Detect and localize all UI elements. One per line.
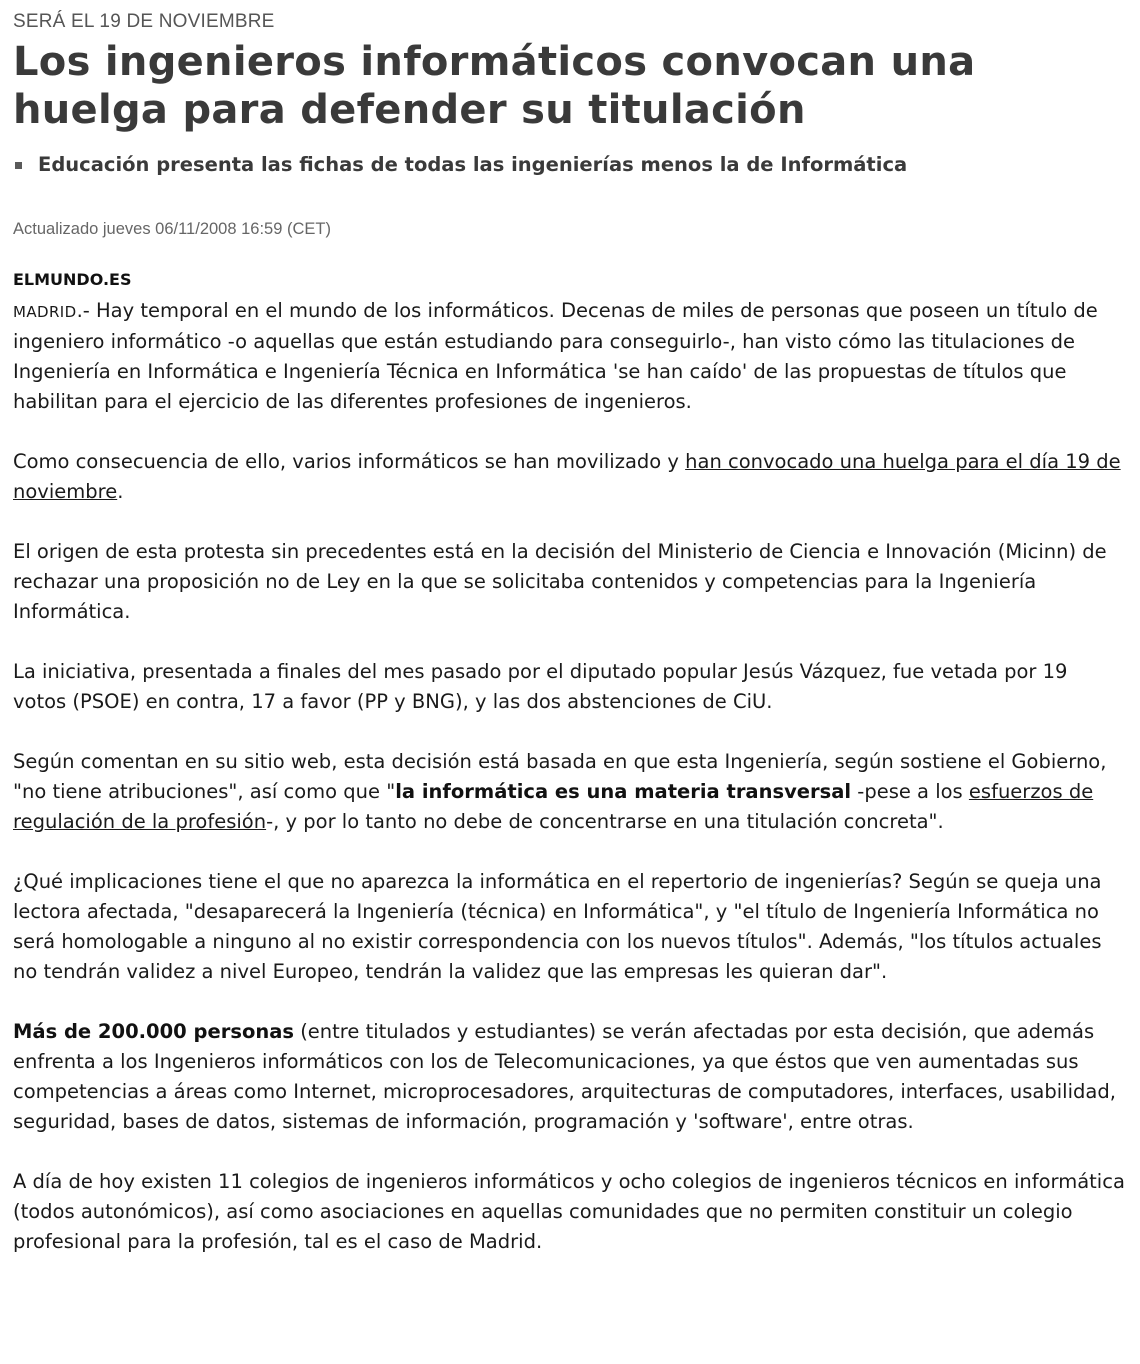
paragraph-7 xyxy=(13,1017,1126,1137)
paragraph-5 xyxy=(13,747,1126,837)
paragraph-8: A día de hoy existen 11 colegios de ingenieros informáticos y ocho colegios de ingenieros técnicos en informática (todos autonómicos), así como asociaciones en aquellas comunidades que no permiten constituir un colegio profesional para la profesión, tal es el caso de Madrid. xyxy=(13,1170,1125,1253)
subhead-text: Educación presenta las fichas de todas las ingenierías menos la de Informática xyxy=(38,153,908,176)
paragraph-6: ¿Qué implicaciones tiene el que no aparezca la informática en el repertorio de ingenierías? Según se queja una lectora afectada, "desaparecerá la Ingeniería (técnica) en Informática", y "el título de Ingeniería Informática no será homologable a ninguno al no existir correspondencia con los nuevos títulos". Además, "los títulos actuales no tendrán validez a nivel Europeo, tendrán la validez que las empresas les quieran dar". xyxy=(13,870,1102,983)
paragraph-2-end: . xyxy=(117,480,124,503)
paragraph-5-bold: la informática es una materia transversal xyxy=(395,780,852,803)
article-source: ELMUNDO.ES xyxy=(13,270,132,289)
paragraph-7-bold: Más de 200.000 personas xyxy=(13,1020,294,1043)
paragraph-1 xyxy=(13,296,1126,417)
paragraph-4: La iniciativa, presentada a finales del mes pasado por el diputado popular Jesús Vázquez, fue vetada por 19 votos (PSOE) en contra, 17 a favor (PP y BNG), y las dos abstenciones de CiU. xyxy=(13,660,1068,713)
bullet-icon xyxy=(15,162,22,169)
article-headline: Los ingenieros informáticos convocan una huelga para defender su titulación xyxy=(13,39,976,133)
paragraph-3: El origen de esta protesta sin precedentes está en la decisión del Ministerio de Ciencia e Innovación (Micinn) de rechazar una proposición no de Ley en la que se solicitaba contenidos y competencias para la Ingeniería Informática. xyxy=(13,540,1107,623)
article-kicker: SERÁ EL 19 DE NOVIEMBRE xyxy=(13,11,275,32)
updated-timestamp: Actualizado jueves 06/11/2008 16:59 (CET) xyxy=(13,220,331,238)
paragraph-2 xyxy=(13,447,1126,507)
article-body xyxy=(13,296,1126,1257)
paragraph-5-middle: -pese a los xyxy=(851,780,969,803)
paragraph-5-end: -, y por lo tanto no debe de concentrarse en una titulación concreta". xyxy=(266,810,944,833)
paragraph-7-text: (entre titulados y estudiantes) se verán afectadas por esta decisión, que además enfrenta a los Ingenieros informáticos con los de Telecomunicaciones, ya que éstos que ven aumentadas sus competencias a áreas como Internet, microprocesadores, arquitecturas de computadores, interfaces, usabilidad, seguridad, bases de datos, sistemas de información, programación y 'software', entre otras. xyxy=(13,1020,1116,1133)
regulation-link[interactable]: esfuerzos de regulación de la profesión xyxy=(13,780,1094,833)
paragraph-2-text: Como consecuencia de ello, varios informáticos se han movilizado y xyxy=(13,450,686,473)
paragraph-1-text: .- Hay temporal en el mundo de los informáticos. Decenas de miles de personas que poseen un título de ingeniero informático -o aquellas que están estudiando para conseguirlo-, han visto cómo las titulaciones de Ingeniería en Informática e Ingeniería Técnica en Informática 'se han caído' de las propuestas de títulos que habilitan para el ejercicio de las diferentes profesiones de ingenieros. xyxy=(13,299,1098,413)
strike-link[interactable]: han convocado una huelga para el día 19 de noviembre xyxy=(13,450,1121,503)
dateline-location: MADRID xyxy=(13,303,77,321)
article-subhead xyxy=(13,152,1126,178)
paragraph-5-text: Según comentan en su sitio web, esta decisión está basada en que esta Ingeniería, según sostiene el Gobierno, "no tiene atribuciones", así como que " xyxy=(13,750,1107,803)
